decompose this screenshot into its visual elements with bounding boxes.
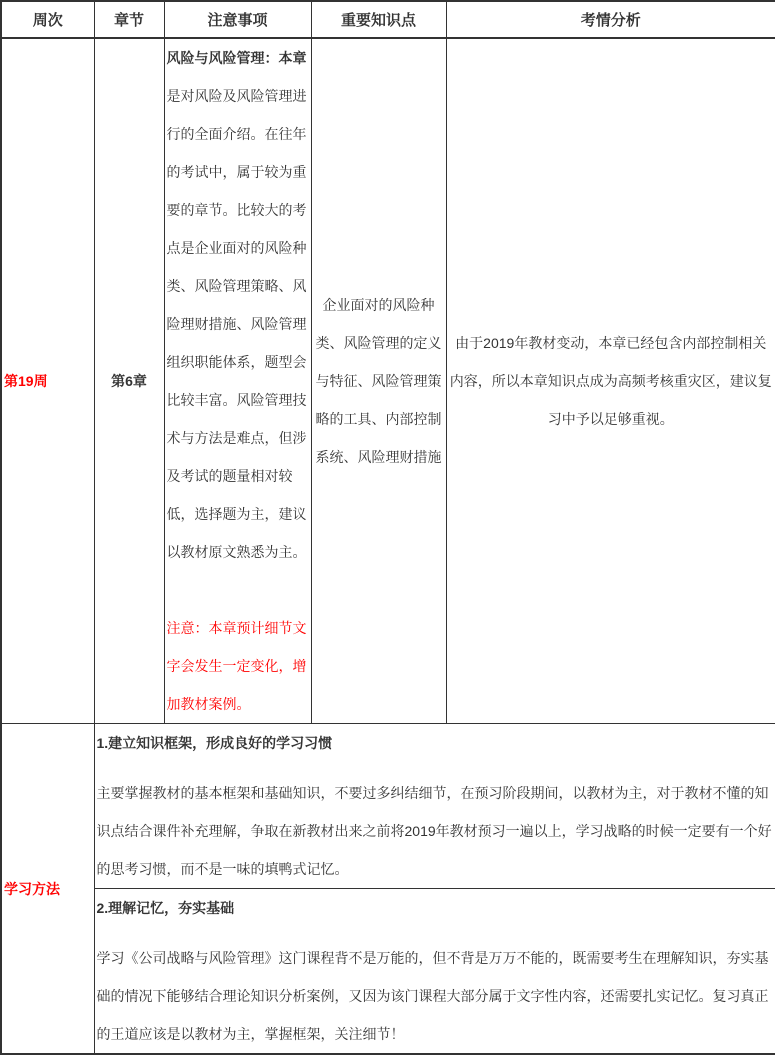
study-method-row-2 xyxy=(1,889,775,1055)
header-notes: 注意事项 xyxy=(164,1,311,38)
week19-row xyxy=(1,38,775,724)
notes-body-text: 是对风险及风险管理进行的全面介绍。在往年的考试中，属于较为重要的章节。比较大的考点是企业面对的风险种类、风险管理策略、风险理财措施、风险管理组织职能体系，题型会比较丰富。风险管理技术与方法是难点，但涉及考试的题量相对较低，选择题为主，建议以教材原文熟悉为主。 xyxy=(166,88,307,560)
study-method-label: 学习方法 xyxy=(1,724,94,1055)
exam-analysis-cell: 由于2019年教材变动，本章已经包含内部控制相关内容，所以本章知识点成为高频考核重灾区，建议复习中予以足够重视。 xyxy=(446,38,775,724)
notes-paragraph xyxy=(167,39,309,571)
section-2-title: 2.理解记忆，夯实基础 xyxy=(96,900,235,916)
header-chapter: 章节 xyxy=(94,1,164,38)
study-method-row-1 xyxy=(1,724,775,889)
section-1-title: 1.建立知识框架，形成良好的学习习惯 xyxy=(96,735,333,751)
header-knowledge-points: 重要知识点 xyxy=(311,1,446,38)
header-exam-analysis: 考情分析 xyxy=(446,1,775,38)
notes-cell xyxy=(164,38,311,724)
chapter-cell: 第6章 xyxy=(94,38,164,724)
notes-lead-text: 风险与风险管理：本章 xyxy=(166,50,307,66)
study-method-section-2 xyxy=(94,889,775,1055)
week-cell: 第19周 xyxy=(1,38,94,724)
header-week: 周次 xyxy=(1,1,94,38)
table-header-row xyxy=(1,1,775,38)
section-2-text: 学习《公司战略与风险管理》这门课程背不是万能的，但不背是万万不能的，既需要考生在理解知识，夯实基础的情况下能够结合理论知识分析案例，又因为该门课程大部分属于文字性内容，还需要扎实记忆。复习真正的王道应该是以教材为主，掌握框架，关注细节！ xyxy=(96,950,769,1042)
knowledge-points-cell: 企业面对的风险种类、风险管理的定义与特征、风险管理策略的工具、内部控制系统、风险理财措施 xyxy=(311,38,446,724)
study-method-section-1 xyxy=(94,724,775,889)
section-1-text: 主要掌握教材的基本框架和基础知识，不要过多纠结细节，在预习阶段期间，以教材为主，对于教材不懂的知识点结合课件补充理解，争取在新教材出来之前将2019年教材预习一遍以上，学习战略的时候一定要有一个好的思考习惯，而不是一味的填鸭式记忆。 xyxy=(96,785,772,877)
notes-warning-text: 注意：本章预计细节文字会发生一定变化，增加教材案例。 xyxy=(166,620,307,712)
